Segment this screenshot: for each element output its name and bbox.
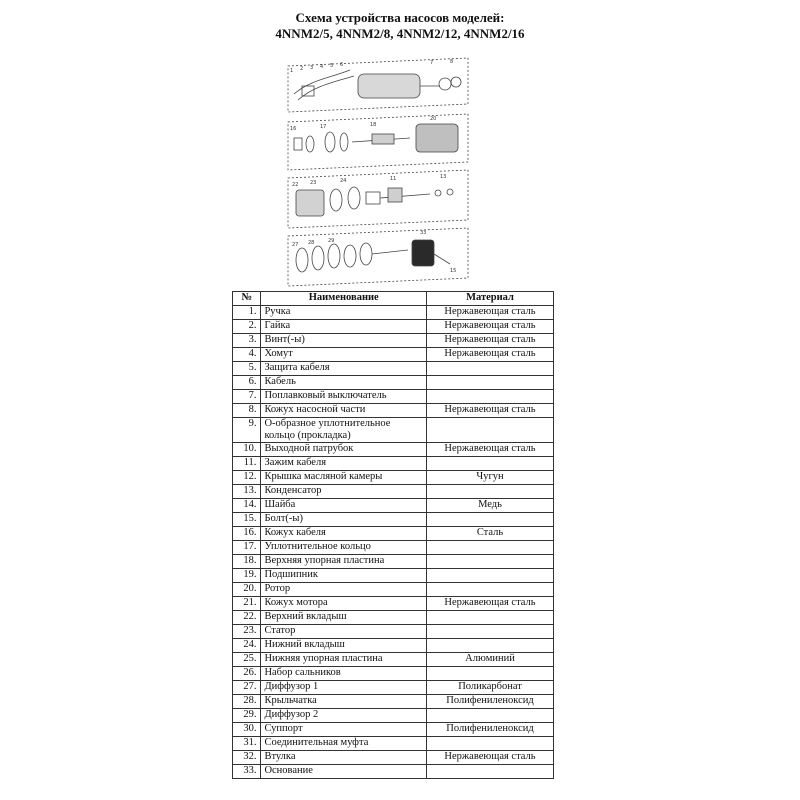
svg-text:1: 1 (290, 68, 294, 74)
table-row (233, 667, 554, 681)
part-name: Выходной патрубок (261, 443, 427, 457)
table-row (233, 639, 554, 653)
svg-text:4: 4 (320, 64, 324, 70)
svg-text:29: 29 (328, 238, 335, 244)
part-name: Ручка (261, 306, 427, 320)
parts-table (232, 291, 554, 779)
part-name: Шайба (261, 499, 427, 513)
table-row (233, 513, 554, 527)
table-row (233, 527, 554, 541)
row-number: 9. (233, 418, 261, 443)
part-material (427, 555, 554, 569)
svg-text:6: 6 (340, 62, 344, 68)
table-row (233, 485, 554, 499)
part-material (427, 737, 554, 751)
part-material (427, 625, 554, 639)
table-row (233, 443, 554, 457)
part-name: Диффузор 2 (261, 709, 427, 723)
table-row (233, 709, 554, 723)
row-number: 11. (233, 457, 261, 471)
row-number: 20. (233, 583, 261, 597)
table-row (233, 334, 554, 348)
table-row (233, 404, 554, 418)
row-number: 16. (233, 527, 261, 541)
row-number: 29. (233, 709, 261, 723)
part-name: Конденсатор (261, 485, 427, 499)
svg-text:8: 8 (450, 59, 454, 65)
row-number: 25. (233, 653, 261, 667)
part-name: Кожух мотора (261, 597, 427, 611)
part-material: Нержавеющая сталь (427, 306, 554, 320)
part-material (427, 376, 554, 390)
table-row (233, 681, 554, 695)
part-name: Хомут (261, 348, 427, 362)
part-name: Диффузор 1 (261, 681, 427, 695)
document-title: Схема устройства насосов моделей: (295, 10, 505, 25)
table-row (233, 653, 554, 667)
part-material (427, 639, 554, 653)
table-row (233, 376, 554, 390)
part-name: Ротор (261, 583, 427, 597)
part-name: Суппорт (261, 723, 427, 737)
part-name: О-образное уплотнительное кольцо (прокладка) (261, 418, 427, 443)
row-number: 8. (233, 404, 261, 418)
table-row (233, 583, 554, 597)
row-number: 23. (233, 625, 261, 639)
row-number: 15. (233, 513, 261, 527)
part-material: Нержавеющая сталь (427, 334, 554, 348)
table-row (233, 348, 554, 362)
document-subtitle-models: 4NNM2/5, 4NNM2/8, 4NNM2/12, 4NNM2/16 (275, 26, 525, 41)
row-number: 10. (233, 443, 261, 457)
part-material: Нержавеющая сталь (427, 751, 554, 765)
part-name: Соединительная муфта (261, 737, 427, 751)
part-material (427, 569, 554, 583)
table-row (233, 390, 554, 404)
part-name: Нижний вкладыш (261, 639, 427, 653)
row-number: 26. (233, 667, 261, 681)
svg-text:24: 24 (340, 178, 347, 184)
table-row (233, 737, 554, 751)
svg-text:22: 22 (292, 182, 299, 188)
row-number: 30. (233, 723, 261, 737)
table-row (233, 362, 554, 376)
svg-text:17: 17 (320, 124, 327, 130)
row-number: 13. (233, 485, 261, 499)
svg-text:11: 11 (390, 176, 397, 182)
svg-text:13: 13 (440, 174, 447, 180)
part-material: Полифениленоксид (427, 723, 554, 737)
part-material (427, 418, 554, 443)
table-row (233, 306, 554, 320)
part-material (427, 583, 554, 597)
part-material (427, 485, 554, 499)
row-number: 27. (233, 681, 261, 695)
table-row (233, 320, 554, 334)
table-row (233, 569, 554, 583)
row-number: 28. (233, 695, 261, 709)
row-number: 12. (233, 471, 261, 485)
part-name: Винт(-ы) (261, 334, 427, 348)
part-name: Кожух насосной части (261, 404, 427, 418)
svg-text:5: 5 (330, 63, 334, 69)
part-name: Основание (261, 765, 427, 779)
part-material: Нержавеющая сталь (427, 597, 554, 611)
svg-text:20: 20 (430, 116, 437, 122)
part-name: Зажим кабеля (261, 457, 427, 471)
part-name: Болт(-ы) (261, 513, 427, 527)
row-number: 14. (233, 499, 261, 513)
svg-text:7: 7 (430, 60, 434, 66)
row-number: 18. (233, 555, 261, 569)
table-row (233, 471, 554, 485)
svg-text:3: 3 (310, 65, 314, 71)
part-name: Крышка масляной камеры (261, 471, 427, 485)
row-number: 31. (233, 737, 261, 751)
table-row (233, 555, 554, 569)
part-name: Нижняя упорная пластина (261, 653, 427, 667)
parts-table-header (233, 292, 554, 306)
row-number: 24. (233, 639, 261, 653)
part-material (427, 765, 554, 779)
part-name: Поплавковый выключатель (261, 390, 427, 404)
header-number: № (233, 292, 261, 306)
part-name: Гайка (261, 320, 427, 334)
part-name: Кабель (261, 376, 427, 390)
table-row (233, 751, 554, 765)
part-name: Защита кабеля (261, 362, 427, 376)
row-number: 6. (233, 376, 261, 390)
row-number: 33. (233, 765, 261, 779)
row-number: 5. (233, 362, 261, 376)
table-row (233, 765, 554, 779)
part-material: Нержавеющая сталь (427, 404, 554, 418)
table-row (233, 418, 554, 443)
part-material (427, 667, 554, 681)
part-name: Втулка (261, 751, 427, 765)
part-material (427, 457, 554, 471)
part-material: Сталь (427, 527, 554, 541)
part-name: Крыльчатка (261, 695, 427, 709)
part-material: Нержавеющая сталь (427, 348, 554, 362)
table-row (233, 597, 554, 611)
part-name: Подшипник (261, 569, 427, 583)
svg-text:27: 27 (292, 242, 299, 248)
part-material: Полифениленоксид (427, 695, 554, 709)
part-material (427, 709, 554, 723)
table-row (233, 499, 554, 513)
header-name: Наименование (261, 292, 427, 306)
row-number: 21. (233, 597, 261, 611)
part-material (427, 390, 554, 404)
table-row (233, 625, 554, 639)
svg-text:15: 15 (450, 268, 457, 274)
part-material (427, 362, 554, 376)
table-row (233, 541, 554, 555)
table-row (233, 695, 554, 709)
row-number: 17. (233, 541, 261, 555)
part-material: Поликарбонат (427, 681, 554, 695)
svg-text:2: 2 (300, 66, 304, 72)
svg-text:23: 23 (310, 180, 317, 186)
part-material: Медь (427, 499, 554, 513)
row-number: 22. (233, 611, 261, 625)
svg-text:16: 16 (290, 126, 297, 132)
svg-text:18: 18 (370, 122, 377, 128)
exploded-pump-diagram (280, 50, 480, 290)
row-number: 19. (233, 569, 261, 583)
header-material: Материал (427, 292, 554, 306)
part-name: Набор сальников (261, 667, 427, 681)
part-material (427, 513, 554, 527)
part-material: Алюминий (427, 653, 554, 667)
part-name: Кожух кабеля (261, 527, 427, 541)
part-name: Уплотнительное кольцо (261, 541, 427, 555)
row-number: 7. (233, 390, 261, 404)
table-row (233, 611, 554, 625)
part-material: Нержавеющая сталь (427, 320, 554, 334)
part-material (427, 541, 554, 555)
table-row (233, 457, 554, 471)
part-name: Статор (261, 625, 427, 639)
row-number: 3. (233, 334, 261, 348)
part-material: Чугун (427, 471, 554, 485)
svg-text:33: 33 (420, 230, 427, 236)
row-number: 32. (233, 751, 261, 765)
part-material: Нержавеющая сталь (427, 443, 554, 457)
row-number: 2. (233, 320, 261, 334)
row-number: 1. (233, 306, 261, 320)
part-name: Верхний вкладыш (261, 611, 427, 625)
part-name: Верхняя упорная пластина (261, 555, 427, 569)
row-number: 4. (233, 348, 261, 362)
svg-text:28: 28 (308, 240, 315, 246)
part-material (427, 611, 554, 625)
table-row (233, 723, 554, 737)
